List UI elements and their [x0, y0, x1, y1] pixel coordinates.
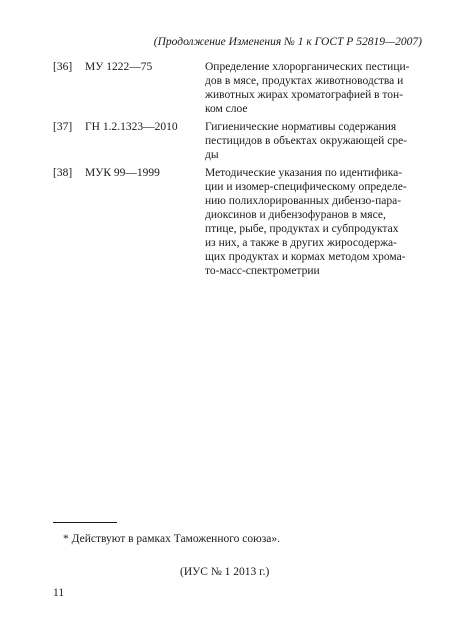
description-line: ции и изомер-специфическому определе- [205, 181, 407, 193]
reference-number: [38] [53, 167, 73, 179]
ius-reference: (ИУС № 1 2013 г.) [180, 566, 270, 578]
description-line: Определение хлорорганических пестици- [205, 61, 410, 73]
description-line: ды [205, 149, 219, 161]
reference-item [53, 60, 421, 116]
description-line: нию полихлорированных дибензо-пара- [205, 195, 402, 207]
description-line: диоксинов и дибензофуранов в мясе, [205, 209, 386, 221]
reference-item [53, 166, 421, 278]
reference-number: [36] [53, 61, 73, 73]
reference-description [205, 60, 421, 116]
description-line: ком слое [205, 103, 248, 115]
description-line: щих продуктах и кормах методом хрома- [205, 251, 406, 263]
reference-description [205, 120, 421, 162]
reference-code: МУК 99—1999 [85, 167, 160, 179]
reference-item [53, 120, 421, 162]
page-header: (Продолжение Изменения № 1 к ГОСТ Р 52819—2007) [153, 36, 422, 48]
description-line: пестицидов в объектах окружающей сре- [205, 135, 407, 147]
description-line: Методические указания по идентифика- [205, 167, 403, 179]
reference-description [205, 166, 421, 278]
description-line: из них, а также в других жиросодержа- [205, 237, 397, 249]
footnote-divider [53, 522, 117, 523]
page-number: 11 [53, 587, 65, 599]
reference-code: ГН 1.2.1323—2010 [85, 121, 178, 133]
description-line: животных жирах хроматографией в тон- [205, 89, 404, 101]
reference-number: [37] [53, 121, 73, 133]
footnote: * Действуют в рамках Таможенного союза». [63, 533, 281, 545]
description-line: то-масс-спектрометрии [205, 265, 320, 277]
description-line: Гигиенические нормативы содержания [205, 121, 397, 133]
reference-code: МУ 1222—75 [85, 61, 153, 73]
description-line: птице, рыбе, продуктах и субпродуктах [205, 223, 399, 235]
references-list [53, 60, 421, 282]
description-line: дов в мясе, продуктах животноводства и [205, 75, 404, 87]
